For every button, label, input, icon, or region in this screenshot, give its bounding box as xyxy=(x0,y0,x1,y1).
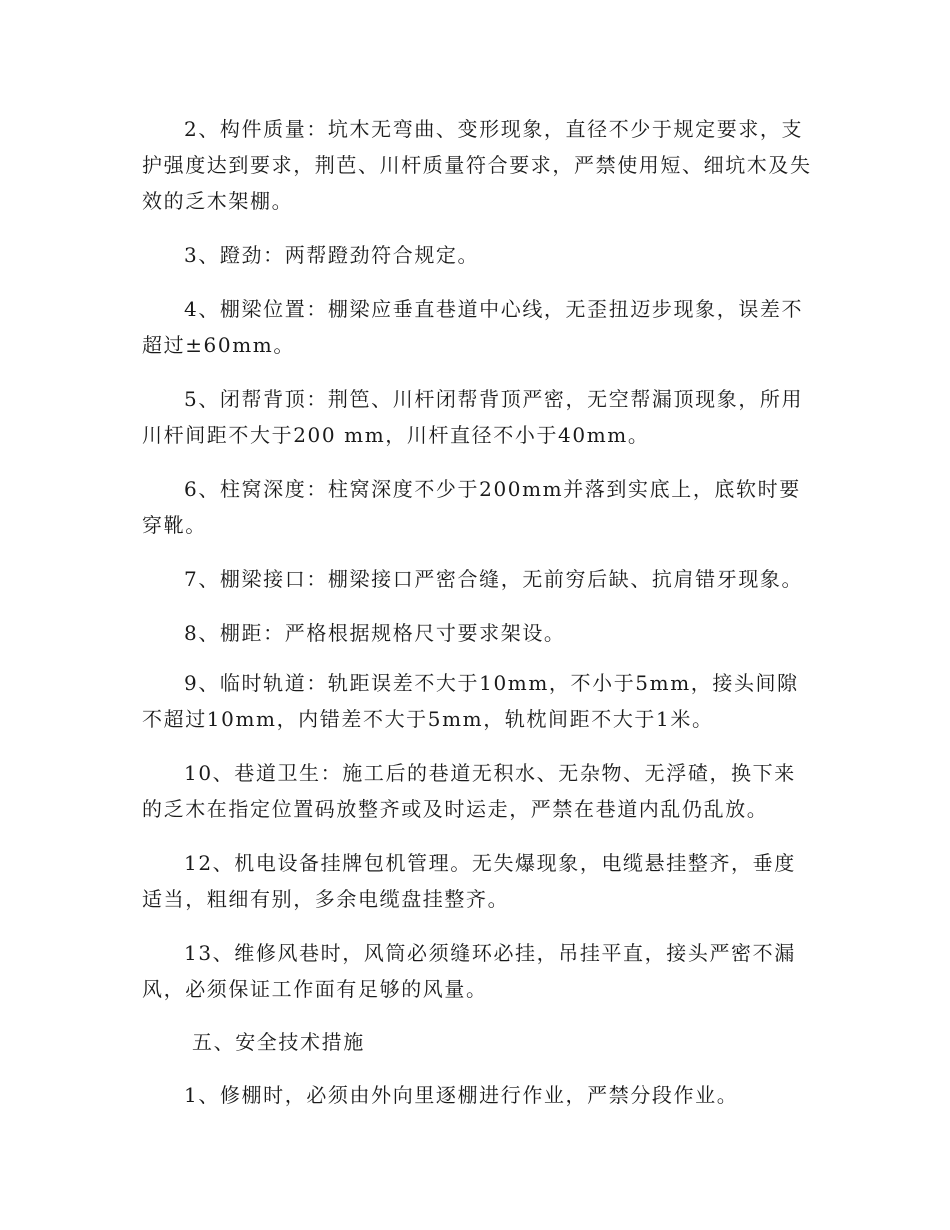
paragraph-repair-order: 1、修棚时，必须由外向里逐棚进行作业，严禁分段作业。 xyxy=(184,1083,739,1107)
paragraph-beam-position: 4、棚梁位置：棚梁应垂直巷道中心线，无歪扭迈步现象，误差不超过±60mm。 xyxy=(142,297,804,357)
paragraph-socket-depth: 6、柱窝深度：柱窝深度不少于200mm并落到实底上，底软时要穿靴。 xyxy=(142,477,801,537)
paragraph-ventilation: 13、维修风巷时，风筒必须缝环必挂，吊挂平直，接头严密不漏风，必须保证工作面有足够的风量。 xyxy=(142,941,796,1001)
paragraph-electrical-equipment: 12、机电设备挂牌包机管理。无失爆现象，电缆悬挂整齐，垂度适当，粗细有别，多余电缆盘挂整齐。 xyxy=(142,851,796,911)
paragraph-temporary-track: 9、临时轨道：轨距误差不大于10mm，不小于5mm，接头间隙不超过10mm，内错差不大于5mm，轨枕间距不大于1米。 xyxy=(142,671,799,731)
section-heading-safety-measures: 五、安全技术措施 xyxy=(192,1030,365,1054)
paragraph-beam-joint: 7、棚梁接口：棚梁接口严密合缝，无前穷后缺、抗肩错牙现象。 xyxy=(184,567,804,591)
paragraph-component-quality: 2、构件质量：坑木无弯曲、变形现象，直径不少于规定要求，支护强度达到要求，荆芭、川杆质量符合要求，严禁使用短、细坑木及失效的乏木架棚。 xyxy=(142,117,812,213)
paragraph-spacing: 8、棚距：严格根据规格尺寸要求架设。 xyxy=(184,621,566,645)
paragraph-roadway-hygiene: 10、巷道卫生：施工后的巷道无积水、无杂物、无浮碴，换下来的乏木在指定位置码放整齐或及时运走，严禁在巷道内乱仍乱放。 xyxy=(142,761,796,821)
paragraph-bracing: 3、蹬劲：两帮蹬劲符合规定。 xyxy=(184,243,480,267)
paragraph-side-backing: 5、闭帮背顶：荆笆、川杆闭帮背顶严密，无空帮漏顶现象，所用川杆间距不大于200 mm，川杆直径不小于40mm。 xyxy=(142,387,804,447)
